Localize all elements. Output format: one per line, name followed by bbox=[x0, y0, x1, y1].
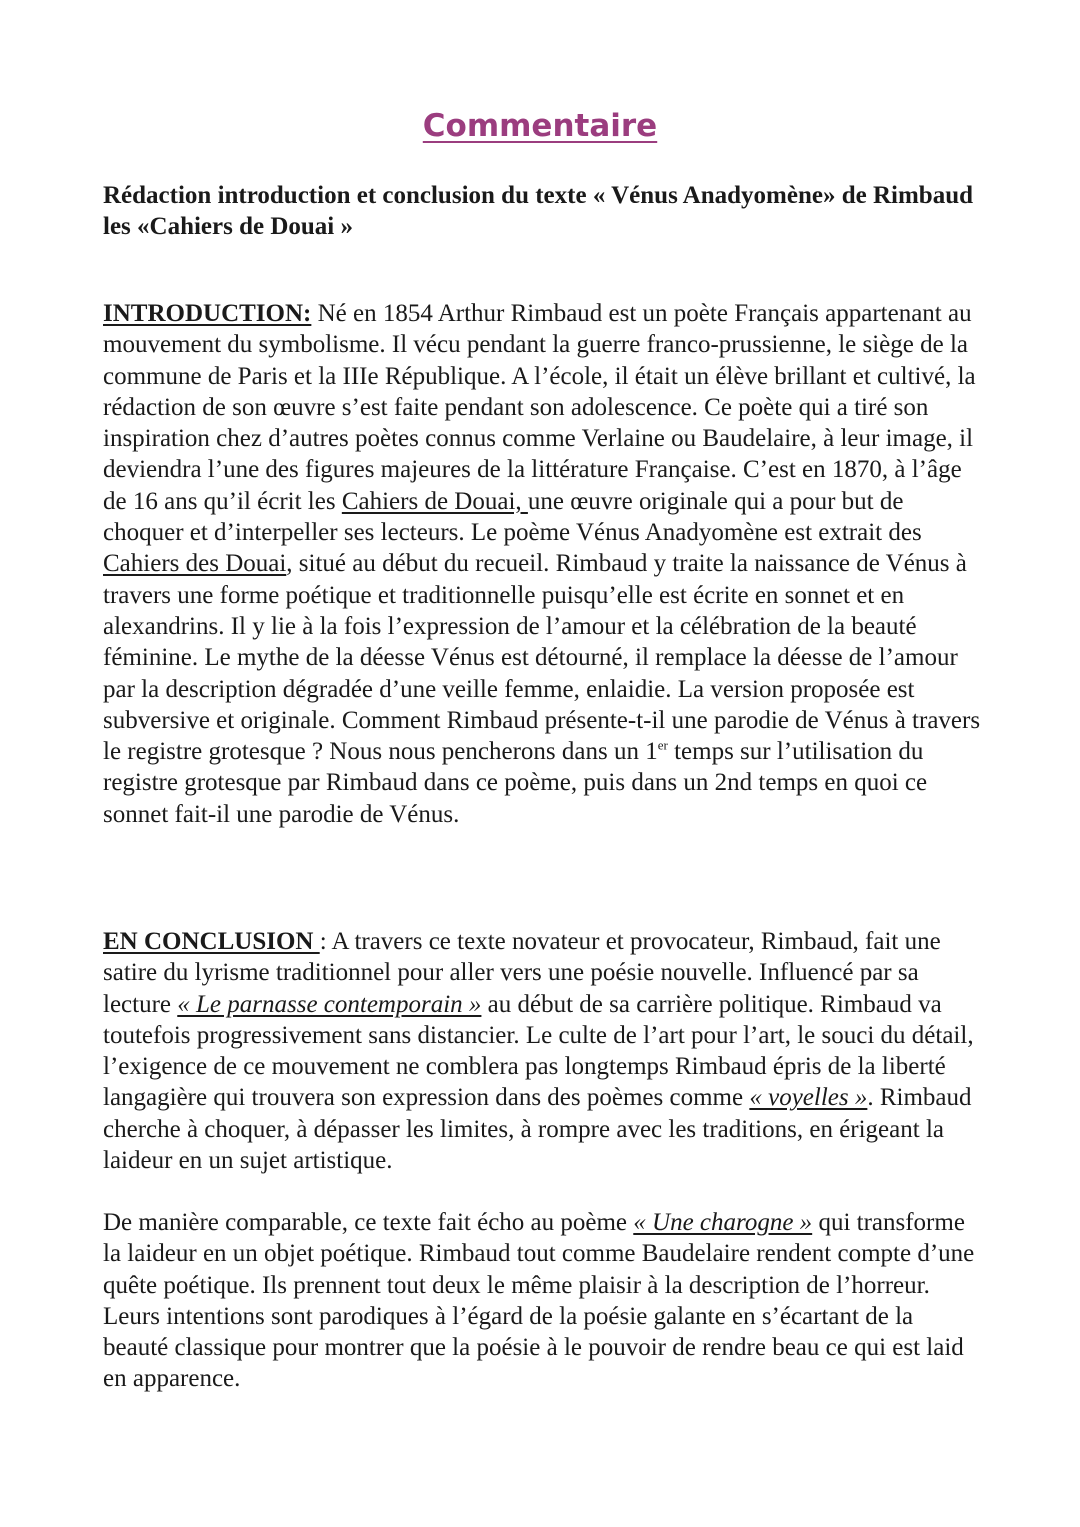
page-title: Commentaire bbox=[422, 108, 658, 144]
conclusion-text-3: . Rimbaud cherche à choquer, à dépasser les limites, à rompre avec les traditions, en érigeant la laideur en un sujet artistique. bbox=[103, 1084, 972, 1175]
work-title-une-charogne: « Une charogne » bbox=[633, 1209, 813, 1236]
introduction-heading: INTRODUCTION: bbox=[103, 300, 312, 327]
conclusion-heading: EN CONCLUSION bbox=[103, 928, 320, 955]
ordinal-superscript: er bbox=[657, 737, 668, 753]
work-title-voyelles: « voyelles » bbox=[749, 1084, 868, 1112]
introduction-text-4: temps sur l’utilisation du registre grotesque par Rimbaud dans ce poème, puis dans un 2nd temps en quoi ce sonnet fait-il une parodie de Vénus. bbox=[103, 738, 928, 828]
introduction-text-3: , situé au début du recueil. Rimbaud y traite la naissance de Vénus à travers une forme poétique et traditionnelle puisqu’elle est écrite en sonnet et en alexandrins. Il y lie à la fois l’expression de l’amour et la célébration de la beauté féminine. Le mythe de la déesse Vénus est détourné, il remplace la déesse de l’amour par la description dégradée d’une veille femme, enlaidie. La version proposée est subversive et originale. Comment Rimbaud présente-t-il une parodie de Vénus à travers le registre grotesque ? Nous nous pencherons dans un 1 bbox=[103, 550, 981, 766]
document-subtitle: Rédaction introduction et conclusion du texte « Vénus Anadyomène» de Rimbaud les «Cahiers de Douai » bbox=[103, 182, 973, 240]
comparison-paragraph bbox=[103, 1207, 983, 1395]
conclusion-paragraph bbox=[103, 926, 983, 1176]
introduction-text-1: Né en 1854 Arthur Rimbaud est un poète Français appartenant au mouvement du symbolisme. Il vécu pendant la guerre franco-prussienne, le siège de la commune de Paris et la IIIe République. A l’école, il était un élève brillant et cultivé, la rédaction de son œuvre s’est faite pendant son adolescence. Ce poète qui a tiré son inspiration chez d’autres poètes connus comme Verlaine ou Baudelaire, à leur image, il deviendra l’une des figures majeures de la littérature Française. C’est en 1870, à l’âge de 16 ans qu’il écrit les bbox=[103, 300, 976, 515]
conclusion-text-2: au début de sa carrière politique. Rimbaud va toutefois progressivement sans distancier. Le culte de l’art pour l’art, le souci du détail, l’exigence de ce mouvement ne comblera pas longtemps Rimbaud épris de la liberté langagière qui trouvera son expression dans des poèmes comme bbox=[103, 990, 974, 1112]
introduction-paragraph bbox=[103, 298, 983, 830]
work-title-cahiers-des-douai: Cahiers des Douai bbox=[103, 550, 287, 578]
comparison-text-1: De manière comparable, ce texte fait écho au poème bbox=[103, 1209, 634, 1236]
conclusion-text-1: : A travers ce texte novateur et provocateur, Rimbaud, fait une satire du lyrisme traditionnel pour aller vers une poésie nouvelle. Influencé par sa lecture bbox=[103, 928, 941, 1018]
work-title-parnasse: « Le parnasse contemporain » bbox=[177, 990, 482, 1018]
comparison-text-2: qui transforme la laideur en un objet poétique. Rimbaud tout comme Baudelaire rendent compte d’une quête poétique. Ils prennent tout deux le même plaisir à la description de l’horreur. Leurs intentions sont parodiques à l’égard de la poésie galante en s’écartant de la beauté classique pour montrer que la poésie à le pouvoir de rendre beau ce qui est laid en apparence. bbox=[103, 1209, 975, 1393]
introduction-text-2: une œuvre originale qui a pour but de choquer et d’interpeller ses lecteurs. Le poème Vénus Anadyomène est extrait des bbox=[103, 487, 922, 547]
work-title-cahiers-de-douai: Cahiers de Douai, bbox=[341, 487, 528, 515]
